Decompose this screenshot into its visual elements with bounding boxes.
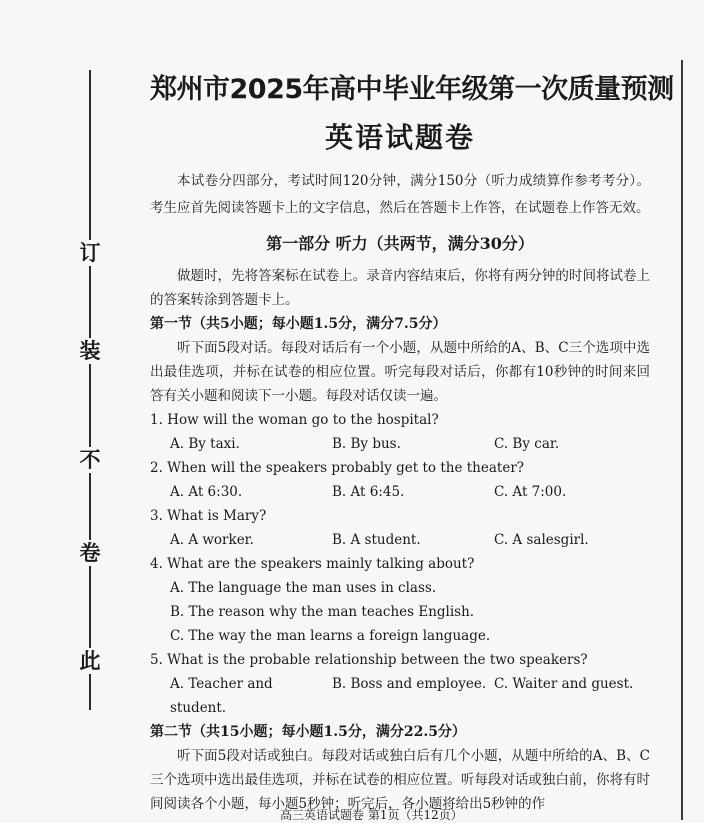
- option-a: A. At 6:30.: [170, 484, 243, 500]
- question-4: [150, 552, 650, 648]
- page-subtitle: 英语试题卷: [324, 121, 475, 154]
- options-row: [150, 528, 650, 552]
- option-c: C. Waiter and guest.: [494, 676, 634, 692]
- section1-title: 第一节（共5小题；每小题1.5分，满分7.5分）: [150, 316, 447, 332]
- option-b: B. At 6:45.: [332, 484, 405, 500]
- option-c: C. The way the man learns a foreign language.: [170, 628, 491, 644]
- option-a: A. The language the man uses in class.: [170, 580, 437, 596]
- options-row: [150, 480, 650, 504]
- option-a: A. By taxi.: [170, 436, 240, 452]
- option-b: B. Boss and employee.: [332, 676, 487, 692]
- part1-instruction: 做题时，先将答案标在试卷上。录音内容结束后，你将有两分钟的时间将试卷上的答案转涂到答题卡上。: [150, 268, 650, 308]
- option-b: B. By bus.: [332, 436, 401, 452]
- option-b: B. The reason why the man teaches English.: [170, 604, 475, 620]
- question-stem: 4. What are the speakers mainly talking about?: [150, 556, 475, 572]
- section1-instruction: 听下面5段对话。每段对话后有一个小题，从题中所给的A、B、C三个选项中选出最佳选项，并标在试卷的相应位置。听完每段对话后，你都有10秒钟的时间来回答有关小题和阅读下一小题。每段对话仅读一遍。: [150, 340, 650, 404]
- option-a: A. A worker.: [170, 532, 254, 548]
- option-b: B. A student.: [332, 532, 421, 548]
- part1-title: 第一部分 听力（共两节，满分30分）: [266, 234, 534, 253]
- binding-char: 装: [79, 338, 101, 363]
- binding-line: [89, 70, 91, 710]
- section2-title: 第二节（共15小题；每小题1.5分，满分22.5分）: [150, 724, 466, 740]
- binding-char: 不: [79, 447, 101, 472]
- question-stem: 2. When will the speakers probably get to the theater?: [150, 460, 525, 476]
- options-row: [150, 672, 650, 720]
- intro-paragraph: 本试卷分四部分，考试时间120分钟，满分150分（听力成绩算作参考考分）。考生应首先阅读答题卡上的文字信息，然后在答题卡上作答，在试题卷上作答无效。: [150, 173, 650, 216]
- question-stem: 1. How will the woman go to the hospital?: [150, 412, 439, 428]
- binding-char: 卷: [79, 540, 101, 565]
- options-row: [150, 432, 650, 456]
- question-3: [150, 504, 650, 552]
- binding-margin: [78, 70, 102, 710]
- binding-char: 订: [79, 240, 101, 265]
- question-stem: 3. What is Mary?: [150, 508, 267, 524]
- page-edge-rule: [681, 60, 683, 820]
- question-2: [150, 456, 650, 504]
- option-c: C. At 7:00.: [494, 484, 567, 500]
- page-footer: 高三英语试题卷 第1页（共12页）: [280, 808, 463, 822]
- option-c: C. By car.: [494, 436, 560, 452]
- section2-instruction: 听下面5段对话或独白。每段对话或独白后有几个小题，从题中所给的A、B、C三个选项中选出最佳选项，并标在试卷的相应位置。听每段对话或独白前，你将有时间阅读各个小题，每小题5秒钟；听完后，各小题将给出5秒钟的作: [150, 748, 650, 812]
- option-a: A. Teacher and student.: [170, 676, 273, 716]
- question-stem: 5. What is the probable relationship between the two speakers?: [150, 652, 588, 668]
- page-title: 郑州市2025年高中毕业年级第一次质量预测: [150, 74, 674, 105]
- binding-char: 此: [79, 648, 101, 673]
- question-5: [150, 648, 650, 720]
- option-c: C. A salesgirl.: [494, 532, 589, 548]
- exam-paper: [150, 70, 674, 816]
- question-1: [150, 408, 650, 456]
